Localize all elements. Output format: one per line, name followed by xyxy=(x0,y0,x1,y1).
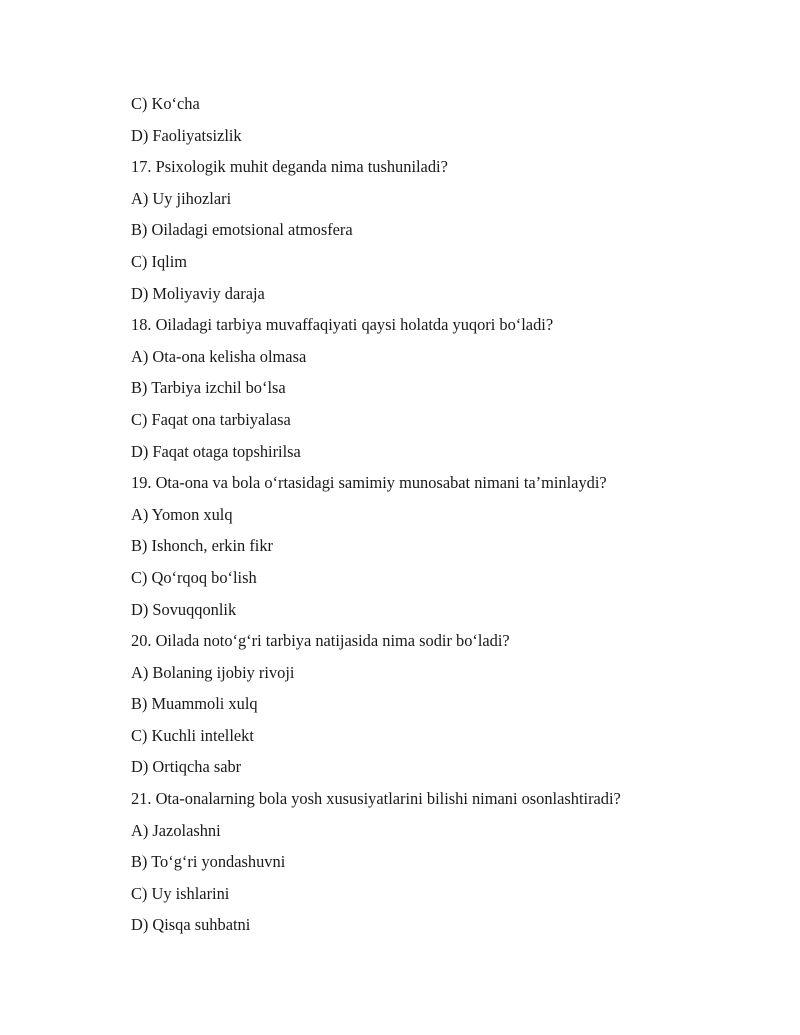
option-line: D) Faoliyatsizlik xyxy=(131,125,242,145)
option-line: D) Ortiqcha sabr xyxy=(131,757,242,777)
option-line: A) Yomon xulq xyxy=(131,504,233,524)
question-line: 18. Oiladagi tarbiya muvaffaqiyati qaysi holatda yuqori bo‘ladi? xyxy=(131,315,554,335)
question-list xyxy=(131,92,771,945)
option-line: D) Faqat otaga topshirilsa xyxy=(131,441,301,461)
option-line: C) Faqat ona tarbiyalasa xyxy=(131,409,291,429)
option-line: B) To‘g‘ri yondashuvni xyxy=(131,852,286,872)
option-line: C) Ko‘cha xyxy=(131,94,200,113)
option-line: A) Jazolashni xyxy=(131,820,221,840)
option-line: A) Uy jihozlari xyxy=(131,188,232,208)
option-line: B) Ishonch, erkin fikr xyxy=(131,536,274,556)
option-line: B) Tarbiya izchil bo‘lsa xyxy=(131,378,286,398)
option-line: B) Muammoli xulq xyxy=(131,694,258,714)
option-line: C) Uy ishlarini xyxy=(131,883,230,903)
question-line: 21. Ota-onalarning bola yosh xususiyatlarini bilishi nimani osonlashtiradi? xyxy=(131,789,621,809)
option-line: D) Moliyaviy daraja xyxy=(131,283,265,303)
question-line: 19. Ota-ona va bola o‘rtasidagi samimiy munosabat nimani ta’minlaydi? xyxy=(131,473,607,493)
option-line: C) Qo‘rqoq bo‘lish xyxy=(131,567,257,587)
option-line: D) Qisqa suhbatni xyxy=(131,915,251,935)
question-line: 17. Psixologik muhit deganda nima tushuniladi? xyxy=(131,157,448,177)
option-line: C) Kuchli intellekt xyxy=(131,725,254,745)
option-line: B) Oiladagi emotsional atmosfera xyxy=(131,220,353,240)
option-line: C) Iqlim xyxy=(131,251,187,271)
question-line: 20. Oilada noto‘g‘ri tarbiya natijasida nima sodir bo‘ladi? xyxy=(131,631,510,651)
option-line: A) Ota-ona kelisha olmasa xyxy=(131,346,307,366)
option-line: A) Bolaning ijobiy rivoji xyxy=(131,662,295,682)
option-line: D) Sovuqqonlik xyxy=(131,599,237,619)
